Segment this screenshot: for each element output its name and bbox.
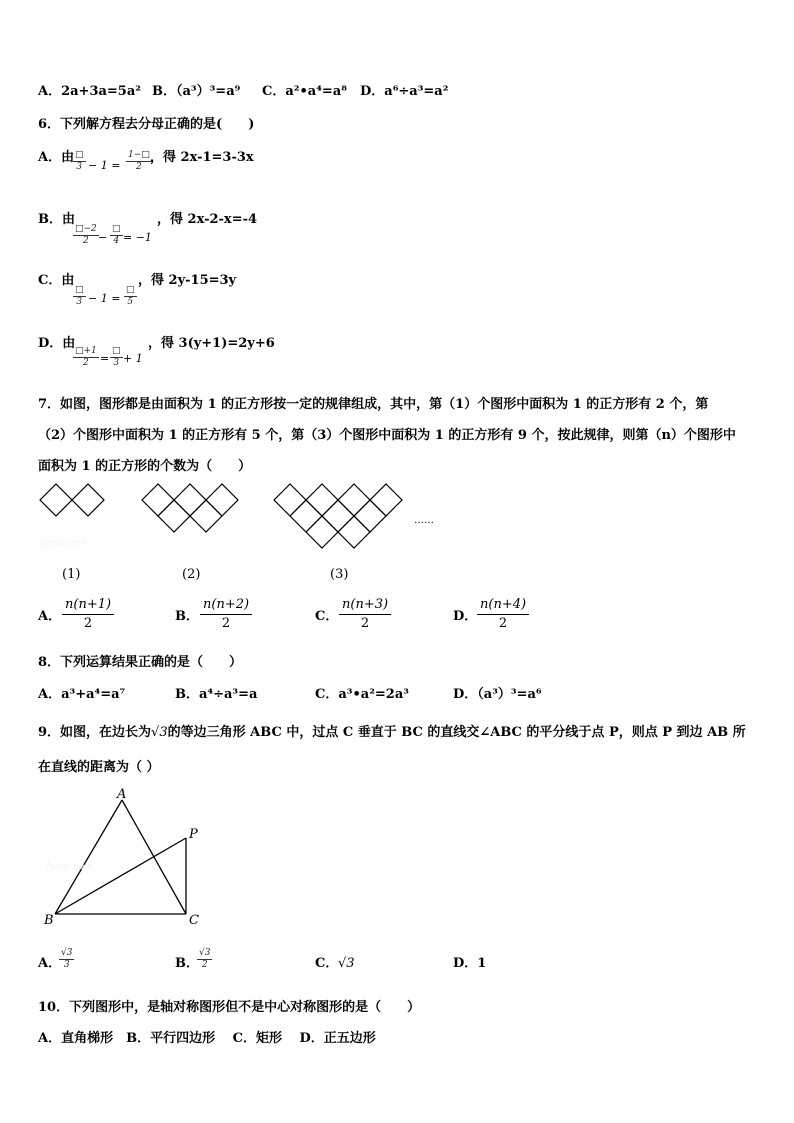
q6-option-a-result: ，得 2x-1=3-3x	[150, 150, 254, 165]
q6-c-eq-mid: − 1 =	[88, 292, 121, 305]
q6-option-b-result: ，得 2x-2-x=-4	[157, 212, 258, 227]
q9-stem-part1: 9．如图，在边长为	[38, 725, 152, 740]
q7-fig3-diamond	[306, 484, 338, 516]
q6-c-frac2-den: 5	[127, 297, 134, 307]
q7-option-d-letter: D．	[453, 609, 478, 624]
q7-fig2-diamond	[190, 500, 222, 532]
q6-b-frac2-num: □	[112, 224, 121, 234]
q6-d-eq-mid: =	[100, 352, 110, 365]
q6-d-frac1-den: 2	[83, 358, 89, 368]
q9-option-a-den: 3	[63, 960, 70, 970]
q9-label-a: A	[117, 787, 127, 802]
q6-stem: 6．下列解方程去分母正确的是( )	[38, 117, 255, 132]
q7-option-c-den: 2	[360, 616, 370, 631]
q9-option-a-frac	[59, 948, 74, 971]
q7-option-a-letter: A．	[38, 609, 62, 624]
q6-c-frac2-num: □	[126, 285, 135, 295]
q6-d-frac1	[73, 346, 99, 369]
q6-b-frac2-den: 4	[113, 236, 120, 246]
q7-fig3-diamond	[370, 484, 402, 516]
q9-label-b: B	[44, 913, 54, 928]
q7-fig2-diamond	[158, 500, 190, 532]
q7-option-b-letter: B．	[175, 609, 199, 624]
q6-d-frac1-num: □+1	[75, 346, 97, 356]
q8-stem: 8．下列运算结果正确的是（ ）	[38, 655, 243, 670]
q6-b-frac1-num: □−2	[75, 224, 97, 234]
q6-b-eq-tail: = −1	[123, 231, 152, 244]
q9-option-a-num: √3	[61, 948, 73, 958]
q7-option-c-letter: C．	[315, 609, 339, 624]
q7-option-c-frac	[339, 596, 391, 633]
q10-options: A．直角梯形 B．平行四边形 C．矩形 D．正五边形	[38, 1031, 376, 1046]
q8-option-b: B．a⁴÷a³=a	[175, 687, 258, 702]
q8-option-a: A．a³+a⁴=a⁷	[38, 687, 126, 702]
q7-fig3-diamond	[338, 516, 370, 548]
q7-option-a-den: 2	[83, 616, 93, 631]
q6-a-frac1-num: □	[75, 150, 84, 160]
q6-a-frac2-den: 2	[136, 162, 142, 172]
q6-c-frac1	[73, 285, 86, 308]
q9-stem-part2: 的等边三角形 ABC 中，过点 C 垂直于 BC 的直线交∠ABC 的平分线于点 P，则点 P 到边 AB 所	[167, 725, 746, 740]
q6-a-frac1-den: 3	[76, 162, 83, 172]
q7-fig-label-2: (2)	[182, 567, 201, 582]
q9-label-c: C	[189, 913, 199, 928]
q9-side-ab	[55, 800, 122, 914]
q10-stem: 10．下列图形中，是轴对称图形但不是中心对称图形的是（ ）	[38, 1000, 421, 1015]
q6-a-frac2-num: 1−□	[128, 150, 150, 160]
q6-c-frac1-num: □	[75, 285, 84, 295]
q7-fig-label-3: (3)	[330, 567, 349, 582]
q8-option-d: D．（a³）³=a⁶	[453, 687, 542, 702]
q6-option-a-prefix: A．由	[38, 150, 75, 165]
q7-option-d-frac	[477, 596, 529, 633]
q6-b-frac2	[110, 224, 123, 247]
q6-b-eq-mid: −	[98, 231, 108, 244]
q7-stem-line2: （2）个图形中面积为 1 的正方形有 5 个，第（3）个图形中面积为 1 的正方形有 9 个，按此规律，则第（n）个图形中	[38, 428, 736, 443]
q6-d-frac2-num: □	[112, 346, 121, 356]
q8-option-c: C．a³•a²=2a³	[315, 687, 409, 702]
q9-segment-bp	[55, 838, 186, 914]
q9-stem-sqrt: √3	[151, 725, 168, 740]
q6-option-b-prefix: B．由	[38, 212, 75, 227]
q9-option-b-letter: B．	[175, 956, 199, 971]
q6-a-eq-mid: − 1 =	[88, 159, 121, 172]
q9-option-b-den: 2	[201, 960, 208, 970]
q7-option-b-num: n(n+2)	[200, 596, 252, 615]
q7-fig3-diamond	[306, 516, 338, 548]
q7-option-b-den: 2	[221, 616, 231, 631]
q7-fig3-diamond	[274, 484, 306, 516]
q5-option-d: D．a⁶÷a³=a²	[360, 84, 449, 99]
q9-option-c-letter: C．	[315, 956, 339, 971]
q6-option-d-result: ，得 3(y+1)=2y+6	[148, 336, 275, 351]
q6-b-frac1	[73, 224, 99, 247]
q7-option-a-num: n(n+1)	[62, 596, 114, 615]
q7-option-a-frac	[62, 596, 114, 633]
q7-fig2-diamond	[206, 484, 238, 516]
q7-fig3-diamond	[290, 500, 322, 532]
q7-option-c-num: n(n+3)	[339, 596, 391, 615]
q6-d-frac2-den: 3	[113, 358, 120, 368]
q7-option-d-den: 2	[498, 616, 508, 631]
q9-stem-line2: 在直线的距离为（ ）	[38, 760, 160, 775]
q6-d-eq-tail: + 1	[123, 352, 143, 365]
q7-fig1-diamond	[72, 484, 104, 516]
q6-b-frac1-den: 2	[83, 236, 89, 246]
q7-fig3-diamond	[354, 500, 386, 532]
q7-fig1-diamond	[40, 484, 72, 516]
q9-option-a-letter: A．	[38, 956, 62, 971]
q9-watermark: Jyeoo.com	[46, 862, 93, 872]
q6-c-frac2	[124, 285, 137, 308]
q6-d-frac2	[110, 346, 123, 369]
q7-ellipsis: ……	[414, 515, 434, 526]
q5-option-a: A．2a+3a=5a²	[38, 84, 141, 99]
q6-a-frac1	[73, 150, 86, 173]
q5-option-c: C．a²•a⁴=a⁸	[262, 84, 347, 99]
q6-option-c-result: ，得 2y-15=3y	[138, 273, 237, 288]
q7-option-b-frac	[200, 596, 252, 633]
q6-option-c-prefix: C．由	[38, 273, 75, 288]
q7-stem-line1: 7．如图，图形都是由面积为 1 的正方形按一定的规律组成，其中，第（1）个图形中面积为 1 的正方形有 2 个，第	[38, 397, 709, 412]
q6-c-frac1-den: 3	[76, 297, 83, 307]
q7-pattern-figure	[30, 476, 450, 556]
q7-stem-line3: 面积为 1 的正方形的个数为（ ）	[38, 459, 252, 474]
q7-fig3-diamond	[322, 500, 354, 532]
q7-fig3-diamond	[338, 484, 370, 516]
q9-option-d: D．1	[453, 956, 487, 971]
q9-option-c-value: √3	[338, 956, 355, 971]
q9-option-b-num: √3	[199, 948, 211, 958]
q7-fig2-diamond	[174, 484, 206, 516]
q9-stem-line1	[38, 724, 746, 742]
q5-option-b: B．（a³）³=a⁹	[152, 84, 241, 99]
q9-option-b-frac	[197, 948, 212, 971]
q7-fig2-diamond	[142, 484, 174, 516]
q7-watermark: Jyeoo.com	[40, 538, 87, 548]
q7-option-d-num: n(n+4)	[477, 596, 529, 615]
q7-fig-label-1: (1)	[62, 567, 81, 582]
q6-a-frac2	[126, 150, 152, 173]
q9-label-p: P	[189, 827, 198, 842]
q6-option-d-prefix: D．由	[38, 336, 76, 351]
